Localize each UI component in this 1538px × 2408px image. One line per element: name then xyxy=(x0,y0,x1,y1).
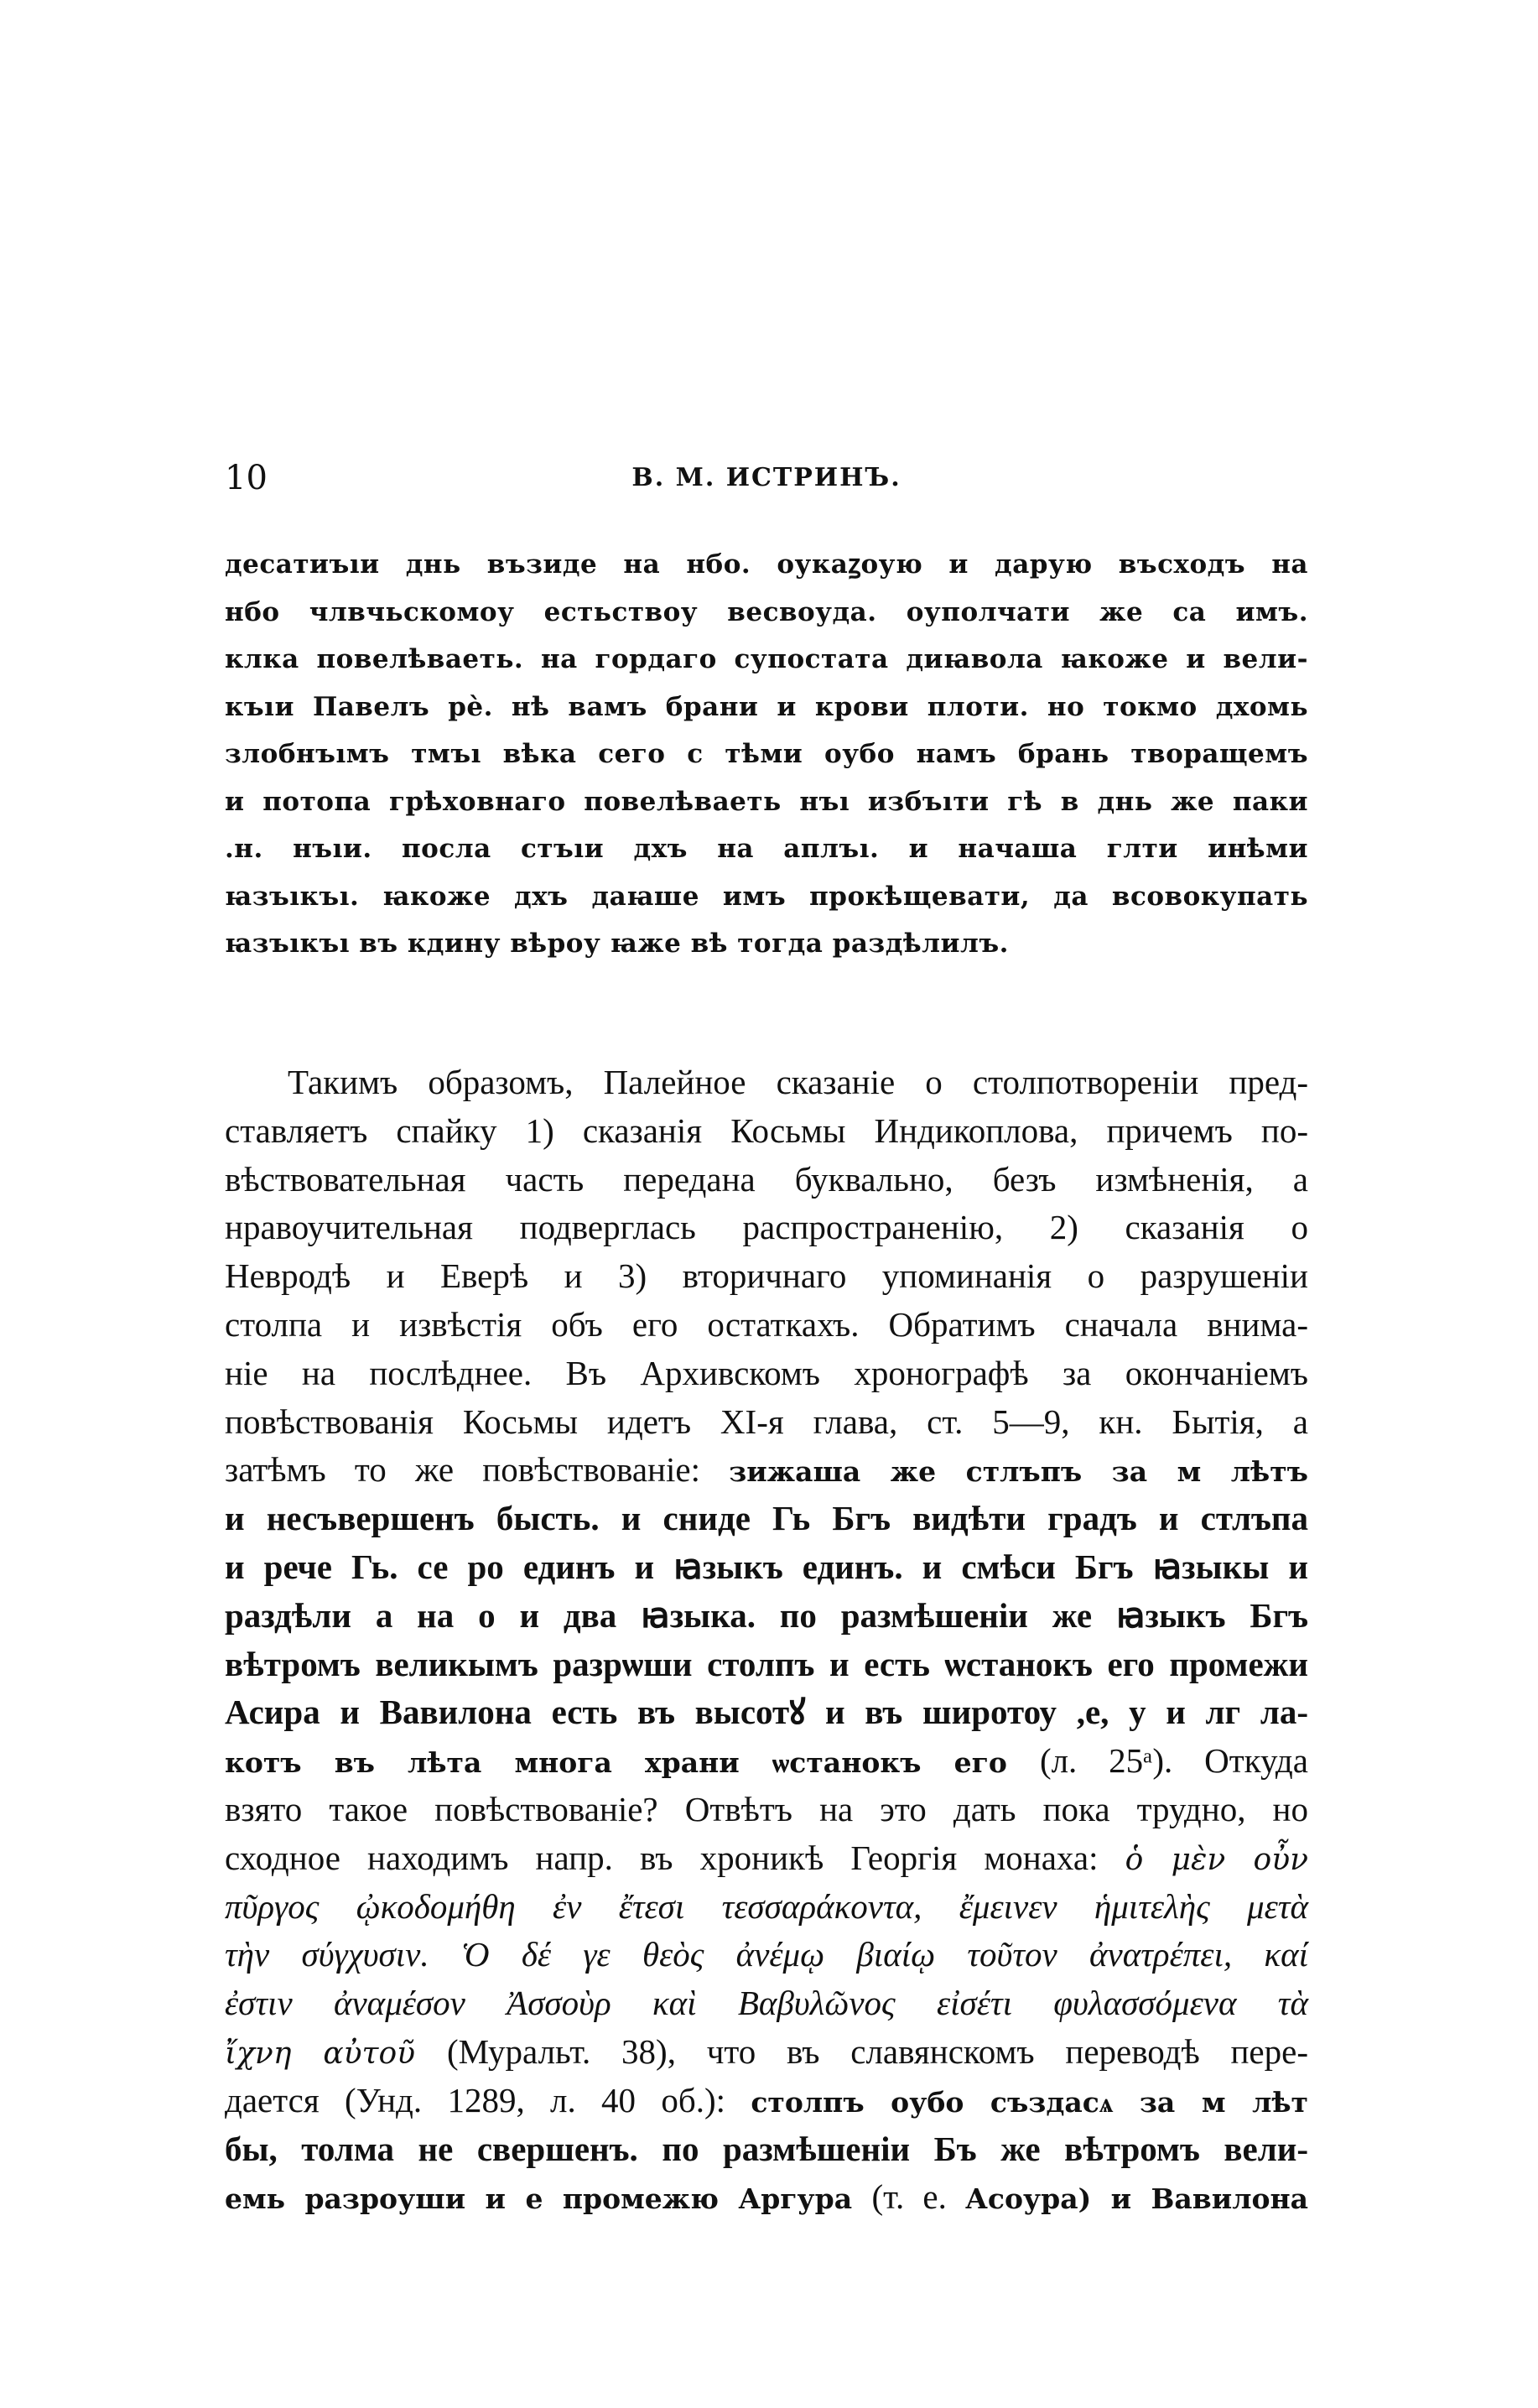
page-header xyxy=(225,453,1308,503)
running-head: В. М. ИСТРИНЪ. xyxy=(631,463,901,492)
body-text: (т. е. xyxy=(871,2177,966,2217)
body-line: Невродѣ и Еверѣ и 3) вторичнаго упоминанія о разрушеніи xyxy=(225,1256,1308,1296)
body-line: повѣствованія Косьмы идетъ XI-я глава, ст. 5—9, кн. Бытія, а xyxy=(225,1402,1308,1441)
quote-line: ꙗзъıкъı въ кдину вѣроу ꙗже вѣ тогда раздѣлилъ. xyxy=(225,928,1009,959)
body-line: взято такое повѣствованіе? Отвѣтъ на это дать пока трудно, но xyxy=(225,1789,1308,1828)
slavonic-citation: котъ въ лѣта многа храни ѡстанокъ его xyxy=(225,1746,1040,1780)
body-paragraph xyxy=(225,1058,1308,2222)
body-text: сходное находимъ напр. въ хроникѣ Георгія монаха: xyxy=(225,1838,1125,1877)
body-line: столпа и извѣстія объ его остаткахъ. Обратимъ сначала внима- xyxy=(225,1304,1308,1344)
body-text: затѣмъ то же повѣствованіе: xyxy=(225,1450,730,1490)
quote-line: къıи Павелъ рѐ. нѣ вамъ брани и крови плоти. но токмо дхомь xyxy=(225,691,1308,722)
body-text: (Муральт. 38), что въ славянскомъ переводѣ пере- xyxy=(446,2031,1308,2071)
slavonic-citation: Асоура xyxy=(965,2182,1078,2216)
quote-line: десатиъıи днь възиде на нбо. оукаꙁоую и дарую въсходъ на xyxy=(225,549,1308,580)
quote-line: .н. нъıи. посла стъıи дхъ на аплъı. и начаша глти инѣми xyxy=(225,834,1308,864)
slavonic-citation: столпъ оубо създасѧ за м лѣт xyxy=(751,2085,1308,2119)
greek-citation-line: ἐστιν ἀναμέσον Ἀσσοὺρ καὶ Βαβυλῶνος εἰσέτι φυλασσόμενα τὰ xyxy=(225,1984,1308,2023)
slavonic-citation: ) и Вавилона xyxy=(1078,2182,1309,2216)
greek-citation: ἴχνη αὐτοῦ xyxy=(225,2036,447,2071)
greek-citation: ὁ μὲν οὖν xyxy=(1125,1842,1308,1877)
quote-line: злобнъıмъ тмъı вѣка сего с тѣми оубо намъ брань творащемъ xyxy=(225,739,1308,769)
body-line xyxy=(225,1446,1308,1495)
slavonic-citation-line: раздѣли а на о и два ꙗзыка. по размѣшеніи же ꙗзыкъ Бгъ xyxy=(225,1595,1308,1635)
body-line: Такимъ образомъ, Палейное сказаніе о столпотвореніи пред- xyxy=(288,1063,1308,1101)
quote-line: и потопа грѣховнаго повелѣваеть нъı избъıти гѣ в днь же паки xyxy=(225,786,1308,817)
slavonic-citation-line: и рече Гь. се ро единъ и ꙗзыкъ единъ. и смѣси Бгъ ꙗзыкы и xyxy=(225,1547,1308,1586)
body-line: нравоучительная подверглась распространенію, 2) сказанія о xyxy=(225,1208,1308,1247)
slavonic-citation: зижаша же стлъпъ за м лѣтъ xyxy=(729,1455,1308,1489)
slavonic-citation-line: Асира и Вавилона есть въ высотꙋ и въ широтоу ,е, у и лг ла- xyxy=(225,1693,1308,1732)
body-text: дается (Унд. 1289, л. 40 об.): xyxy=(225,2080,751,2119)
quote-line: нбо члвчьскомоу естьствоу весвоуда. оуполчати же са имъ. xyxy=(225,596,1308,627)
slavonic-citation: емь разроуши и е промежю Аргура xyxy=(225,2182,872,2216)
quote-line: клка повелѣваеть. на гордаго супостата диꙗвола ꙗкоже и вели- xyxy=(225,644,1308,674)
slavonic-citation-line: бы, толма не свершенъ. по размѣшеніи Бъ же вѣтромъ вели- xyxy=(225,2129,1308,2168)
body-line xyxy=(225,2173,1308,2222)
page-number: 10 xyxy=(225,459,268,497)
church-slavonic-quote xyxy=(225,541,1308,968)
body-line: вѣствовательная часть передана буквально, безъ измѣненія, а xyxy=(225,1159,1308,1199)
body-line xyxy=(225,2077,1308,2125)
greek-citation-line: τὴν σύγχυσιν. Ὁ δέ γε θεὸς ἀνέμῳ βιαίῳ τοῦτον ἀνατρέπει, καί xyxy=(225,1935,1308,1974)
body-line xyxy=(225,1737,1308,1786)
slavonic-citation-line: и несъвершенъ бысть. и сниде Гь Бгъ видѣти градъ и стлъпа xyxy=(225,1499,1308,1538)
body-line: ставляетъ спайку 1) сказанія Косьмы Индикоплова, причемъ по- xyxy=(225,1110,1308,1150)
greek-citation-line: πῦργος ᾠκοδομήθη ἐν ἔτεσι τεσσαράκοντα, ἔμεινεν ἡμιτελὴς μετὰ xyxy=(225,1886,1308,1926)
slavonic-citation-line: вѣтромъ великымъ разрѡши столпъ и есть ѡстанокъ его промежи xyxy=(225,1644,1308,1683)
body-text: (л. 25ᵃ). Откуда xyxy=(1039,1741,1308,1781)
quote-line: ꙗзъıкъı. ꙗкоже дхъ даꙗше имъ прокѣщевати, да всовокупать xyxy=(225,881,1308,912)
body-line xyxy=(225,2028,1308,2077)
body-line: ніе на послѣднее. Въ Архивскомъ хронографѣ за окончаніемъ xyxy=(225,1353,1308,1392)
body-line xyxy=(225,1834,1308,1883)
